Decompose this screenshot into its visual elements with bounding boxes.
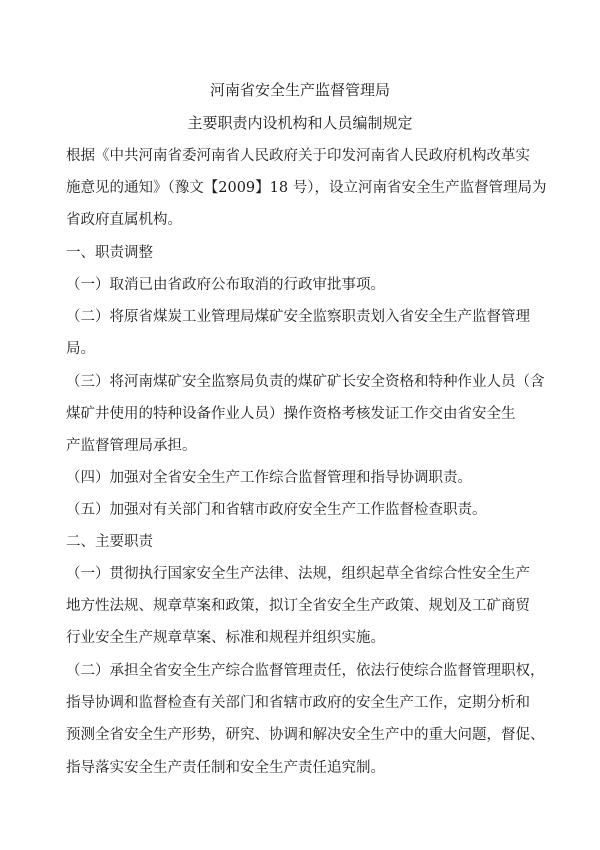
section-heading: 一、职责调整 xyxy=(66,245,153,261)
list-item: （五）加强对有关部门和省辖市政府安全生产工作监督检查职责。 xyxy=(66,502,487,518)
list-item-continuation: 预测全省安全生产形势，研究、协调和解决安全生产中的重大问题，督促、 xyxy=(66,727,545,743)
section-heading: 二、主要职责 xyxy=(66,534,153,550)
list-item: （三）将河南煤矿安全监察局负责的煤矿矿长安全资格和特种作业人员（含 xyxy=(66,374,545,390)
document-subtitle: 主要职责内设机构和人员编制规定 xyxy=(187,114,413,132)
paragraph-line: 根据《中共河南省委河南省人民政府关于印发河南省人民政府机构改革实 xyxy=(66,148,530,164)
list-item: （二）将原省煤炭工业管理局煤矿安全监察职责划入省安全生产监督管理 xyxy=(66,309,530,325)
list-item-continuation: 地方性法规、规章草案和政策，拟订全省安全生产政策、规划及工矿商贸 xyxy=(66,598,530,614)
paragraph-line: 省政府直属机构。 xyxy=(66,212,182,228)
paragraph-line: 施意见的通知》（豫文【2009】18 号），设立河南省安全生产监督管理局为 xyxy=(66,180,547,196)
list-item-continuation: 局。 xyxy=(66,341,95,357)
document-title: 河南省安全生产监督管理局 xyxy=(209,81,390,99)
list-item: （四）加强对全省安全生产工作综合监督管理和指导协调职责。 xyxy=(66,470,472,486)
list-item-continuation: 行业安全生产规章草案、标准和规程并组织实施。 xyxy=(66,630,385,646)
list-item: （一）贯彻执行国家安全生产法律、法规，组织起草全省综合性安全生产 xyxy=(66,566,530,582)
list-item-continuation: 产监督管理局承担。 xyxy=(66,438,197,454)
list-item: （一）取消已由省政府公布取消的行政审批事项。 xyxy=(66,277,385,293)
list-item: （二）承担全省安全生产综合监督管理责任，依法行使综合监督管理职权， xyxy=(66,663,545,679)
list-item-continuation: 指导落实安全生产责任制和安全生产责任追究制。 xyxy=(66,760,385,776)
list-item-continuation: 煤矿井使用的特种设备作业人员）操作资格考核发证工作交由省安全生 xyxy=(66,406,516,422)
list-item-continuation: 指导协调和监督检查有关部门和省辖市政府的安全生产工作，定期分析和 xyxy=(66,695,530,711)
